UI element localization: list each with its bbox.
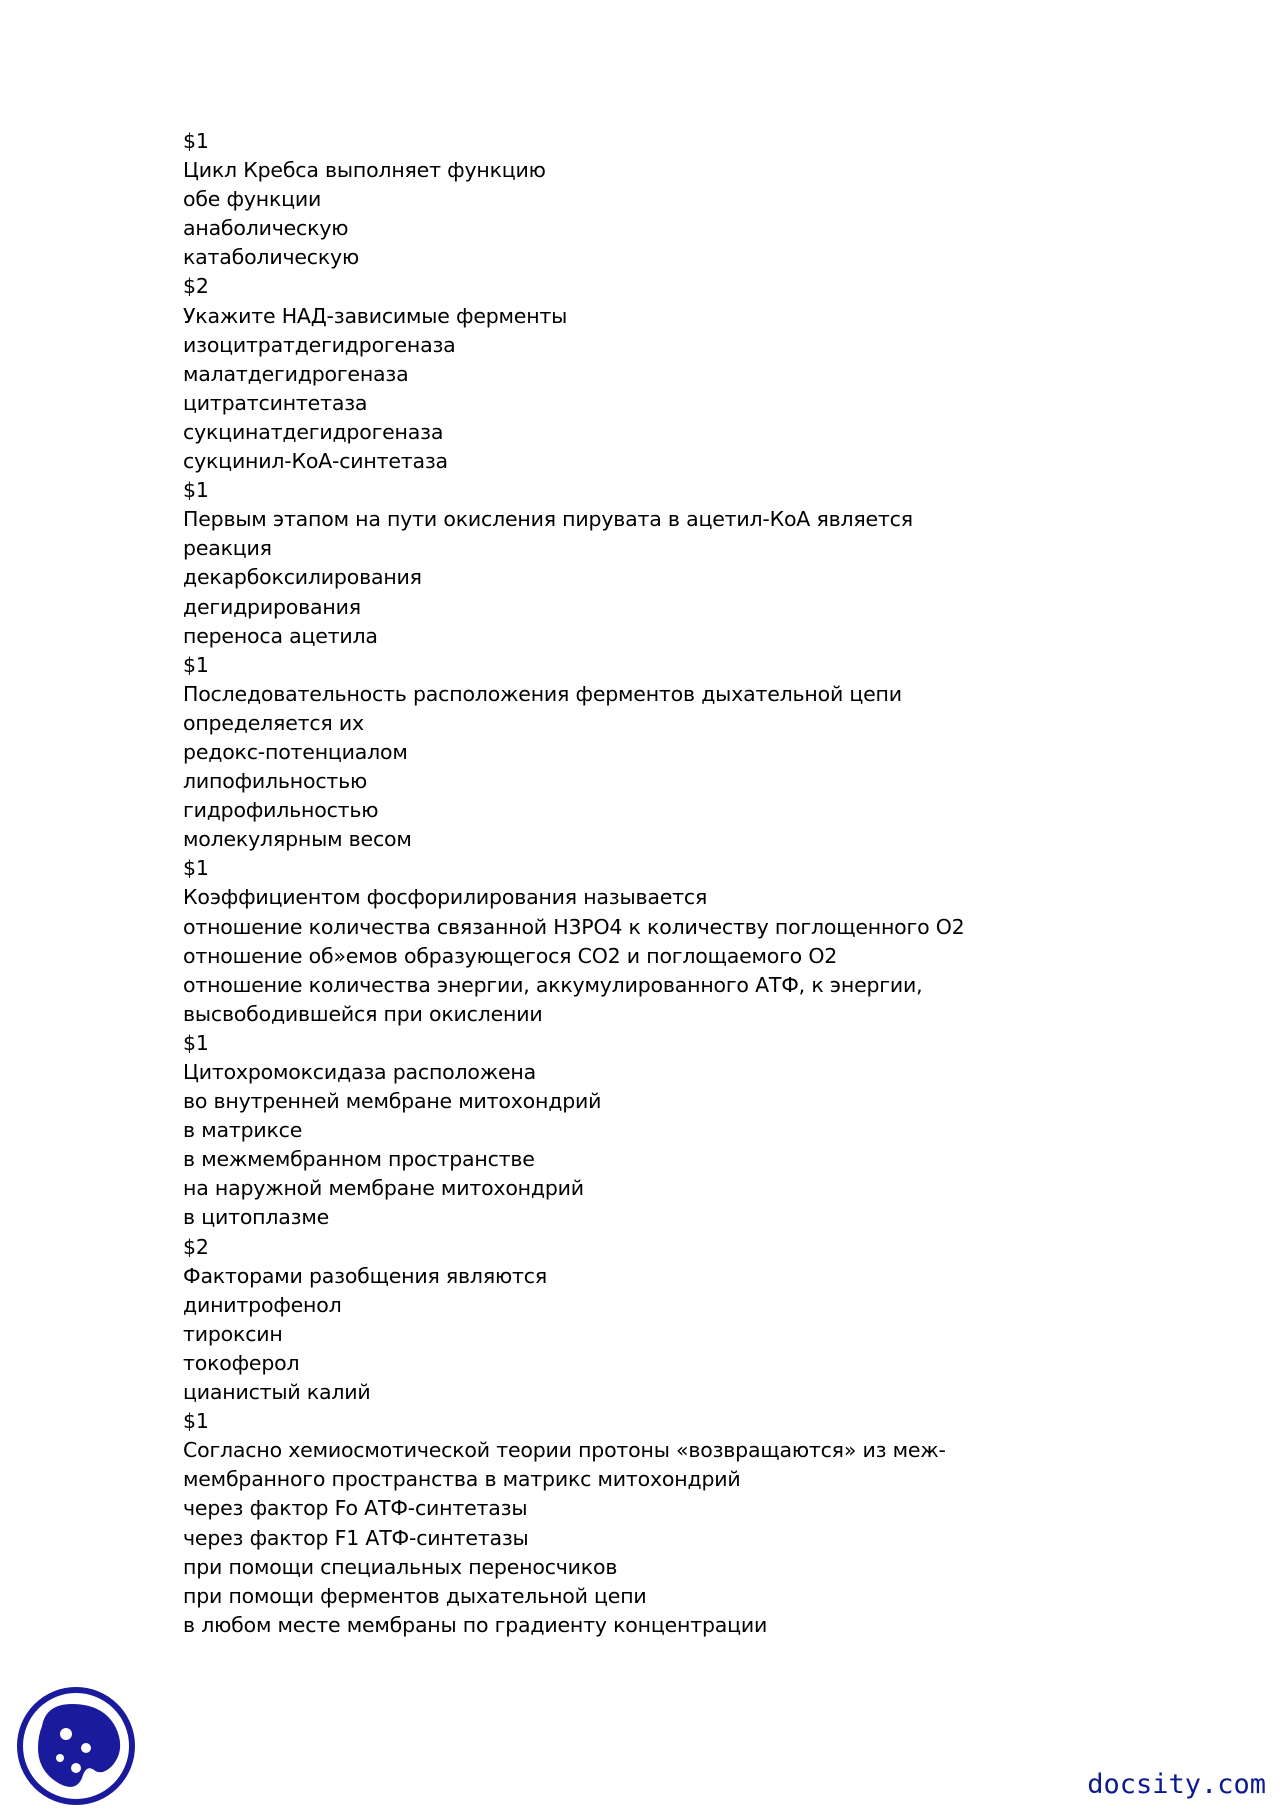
- text-line: цитратсинтетаза: [183, 390, 368, 415]
- text-line: Последовательность расположения ферментов дыхательной цепи: [183, 681, 902, 706]
- docsity-brand-text: docsity.com: [1087, 1769, 1266, 1800]
- text-line: через фактор Fo АТФ-синтетазы: [183, 1496, 528, 1521]
- question-marker: $1: [183, 1409, 209, 1434]
- text-line: динитрофенол: [183, 1292, 342, 1317]
- text-line: при помощи ферментов дыхательной цепи: [183, 1583, 647, 1608]
- text-line: анаболическую: [183, 216, 349, 241]
- text-line: в любом месте мембраны по градиенту концентрации: [183, 1612, 768, 1637]
- text-line: через фактор F1 АТФ-синтетазы: [183, 1525, 529, 1550]
- text-line: малатдегидрогеназа: [183, 361, 409, 386]
- text-line: катаболическую: [183, 245, 360, 270]
- text-line: в межмембранном пространстве: [183, 1147, 535, 1172]
- text-line: обе функции: [183, 187, 322, 212]
- text-line: высвободившейся при окислении: [183, 1001, 543, 1026]
- text-line: Согласно хемиосмотической теории протоны «возвращаются» из меж-: [183, 1438, 946, 1463]
- text-line: изоцитратдегидрогеназа: [183, 332, 456, 357]
- text-line: сукцинатдегидрогеназа: [183, 419, 444, 444]
- text-line: гидрофильностью: [183, 798, 379, 823]
- question-marker: $2: [183, 1234, 209, 1259]
- text-line: липофильностью: [183, 769, 368, 794]
- question-marker: $1: [183, 1030, 209, 1055]
- text-line: редокс-потенциалом: [183, 739, 408, 764]
- docsity-logo-icon: [16, 1686, 136, 1806]
- text-line: цианистый калий: [183, 1380, 371, 1405]
- question-marker: $1: [183, 856, 209, 881]
- text-line: Первым этапом на пути окисления пирувата в ацетил-КоА является: [183, 507, 913, 532]
- text-line: определяется их: [183, 710, 364, 735]
- text-line: Цикл Кребса выполняет функцию: [183, 158, 546, 183]
- text-line: во внутренней мембране митохондрий: [183, 1089, 602, 1114]
- text-line: токоферол: [183, 1350, 300, 1375]
- text-line: реакция: [183, 536, 272, 561]
- document-body: [183, 127, 1083, 1640]
- text-line: на наружной мембране митохондрий: [183, 1176, 584, 1201]
- text-line: в матриксе: [183, 1118, 303, 1143]
- question-marker: $2: [183, 274, 209, 299]
- text-line: отношение количества связанной Н3РО4 к количеству поглощенного О2: [183, 914, 965, 939]
- text-line: сукцинил-КоА-синтетаза: [183, 449, 448, 474]
- text-line: дегидрирования: [183, 594, 361, 619]
- question-marker: $1: [183, 129, 209, 153]
- text-line: Укажите НАД-зависимые ферменты: [183, 303, 568, 328]
- question-marker: $1: [183, 652, 209, 677]
- text-line: Коэффициентом фосфорилирования называется: [183, 885, 708, 910]
- text-line: в цитоплазме: [183, 1205, 330, 1230]
- text-line: при помощи специальных переносчиков: [183, 1554, 618, 1579]
- text-line: тироксин: [183, 1321, 283, 1346]
- question-marker: $1: [183, 478, 209, 503]
- text-line: переноса ацетила: [183, 623, 378, 648]
- text-line: мембранного пространства в матрикс митохондрий: [183, 1467, 741, 1492]
- text-line: декарбоксилирования: [183, 565, 422, 590]
- text-line: Факторами разобщения являются: [183, 1263, 547, 1288]
- text-line: отношение количества энергии, аккумулированного АТФ, к энергии,: [183, 972, 923, 997]
- text-line: отношение об»емов образующегося СО2 и поглощаемого О2: [183, 943, 838, 968]
- text-line: молекулярным весом: [183, 827, 412, 852]
- text-line: Цитохромоксидаза расположена: [183, 1060, 536, 1084]
